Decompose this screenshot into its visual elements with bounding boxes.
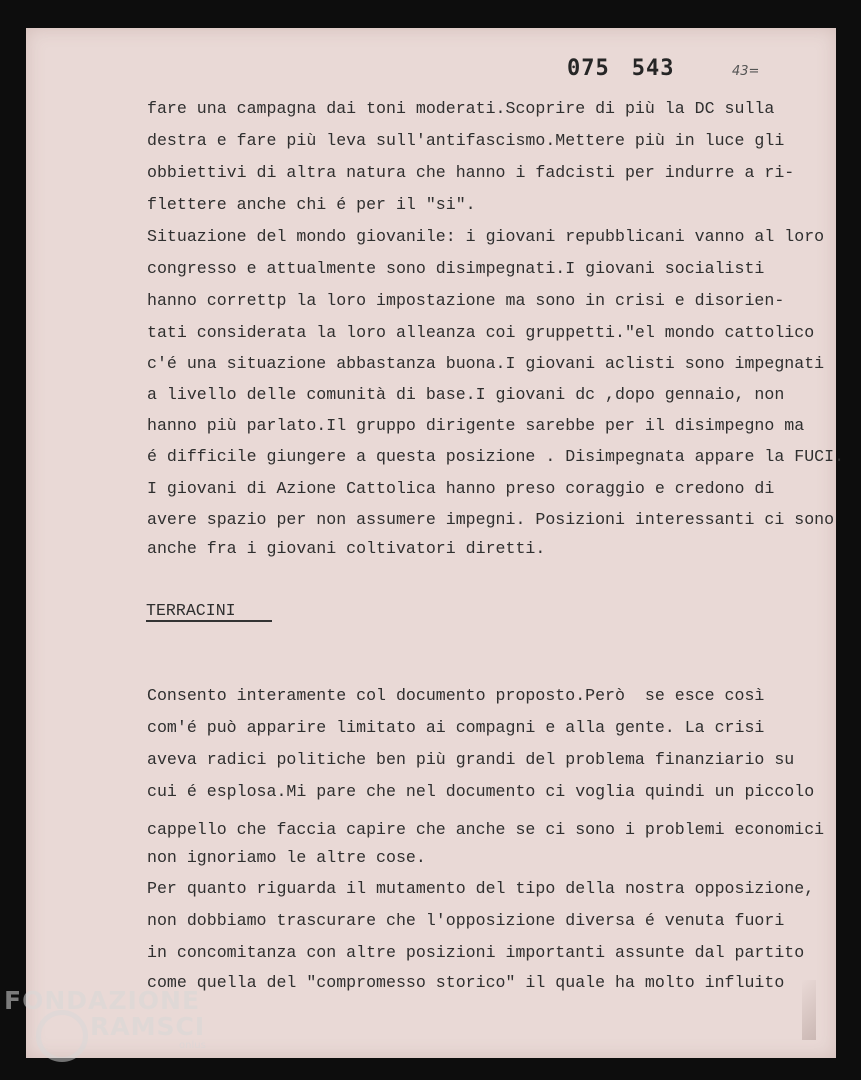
watermark-line1: FONDAZIONE <box>4 986 201 1015</box>
text-line: tati considerata la loro alleanza coi gruppetti."el mondo cattolico <box>147 323 815 342</box>
heading-underline <box>146 620 272 622</box>
text-line: é difficile giungere a questa posizione . Disimpegnata appare la FUCI. <box>147 447 845 466</box>
text-line: hanno più parlato.Il gruppo dirigente sarebbe per il disimpegno ma <box>147 416 805 435</box>
text-line: hanno correttp la loro impostazione ma sono in crisi e disorien- <box>147 291 785 310</box>
fondazione-gramsci-watermark <box>4 986 219 1072</box>
text-line: c'é una situazione abbastanza buona.I giovani aclisti sono impegnati <box>147 354 825 373</box>
text-line: fare una campagna dai toni moderati.Scoprire di più la DC sulla <box>147 99 775 118</box>
paper-corner <box>802 980 816 1040</box>
archive-number-part-b: 543 <box>631 56 675 81</box>
text-line: cui é esplosa.Mi pare che nel documento ci voglia quindi un piccolo <box>147 782 815 801</box>
text-line: Consento interamente col documento proposto.Però se esce così <box>147 686 765 705</box>
text-line: non dobbiamo trascurare che l'opposizione diversa é venuta fuori <box>147 911 785 930</box>
text-line: obbiettivi di altra natura che hanno i fadcisti per indurre a ri- <box>147 163 795 182</box>
text-line: com'é può apparire limitato ai compagni e alla gente. La crisi <box>147 718 765 737</box>
watermark-line2: RAMSCI <box>90 1012 206 1041</box>
gramsci-g-icon <box>36 1010 88 1062</box>
text-line: anche fra i giovani coltivatori diretti. <box>147 539 546 558</box>
text-line: I giovani di Azione Cattolica hanno preso coraggio e credono di <box>147 479 775 498</box>
text-line: a livello delle comunità di base.I giovani dc ,dopo gennaio, non <box>147 385 785 404</box>
archive-stamp-number <box>567 56 675 81</box>
speaker-heading: TERRACINI <box>146 601 236 620</box>
text-line: in concomitanza con altre posizioni importanti assunte dal partito <box>147 943 805 962</box>
archive-number-part-a: 075 <box>567 56 610 81</box>
text-line: non ignoriamo le altre cose. <box>147 848 426 867</box>
text-line: Per quanto riguarda il mutamento del tipo della nostra opposizione, <box>147 879 815 898</box>
text-line: Situazione del mondo giovanile: i giovani repubblicani vanno al loro <box>147 227 825 246</box>
text-line: come quella del "compromesso storico" il quale ha molto influito <box>147 973 785 992</box>
handwritten-page-number: 43= <box>732 64 760 79</box>
text-line: destra e fare più leva sull'antifascismo.Mettere più in luce gli <box>147 131 785 150</box>
text-line: congresso e attualmente sono disimpegnati.I giovani socialisti <box>147 259 765 278</box>
text-line: flettere anche chi é per il "si". <box>147 195 476 214</box>
watermark-line3: onlus <box>179 1040 206 1051</box>
text-line: avere spazio per non assumere impegni. Posizioni interessanti ci sono <box>147 510 835 529</box>
text-line: cappello che faccia capire che anche se ci sono i problemi economici <box>147 820 825 839</box>
text-line: aveva radici politiche ben più grandi del problema finanziario su <box>147 750 795 769</box>
